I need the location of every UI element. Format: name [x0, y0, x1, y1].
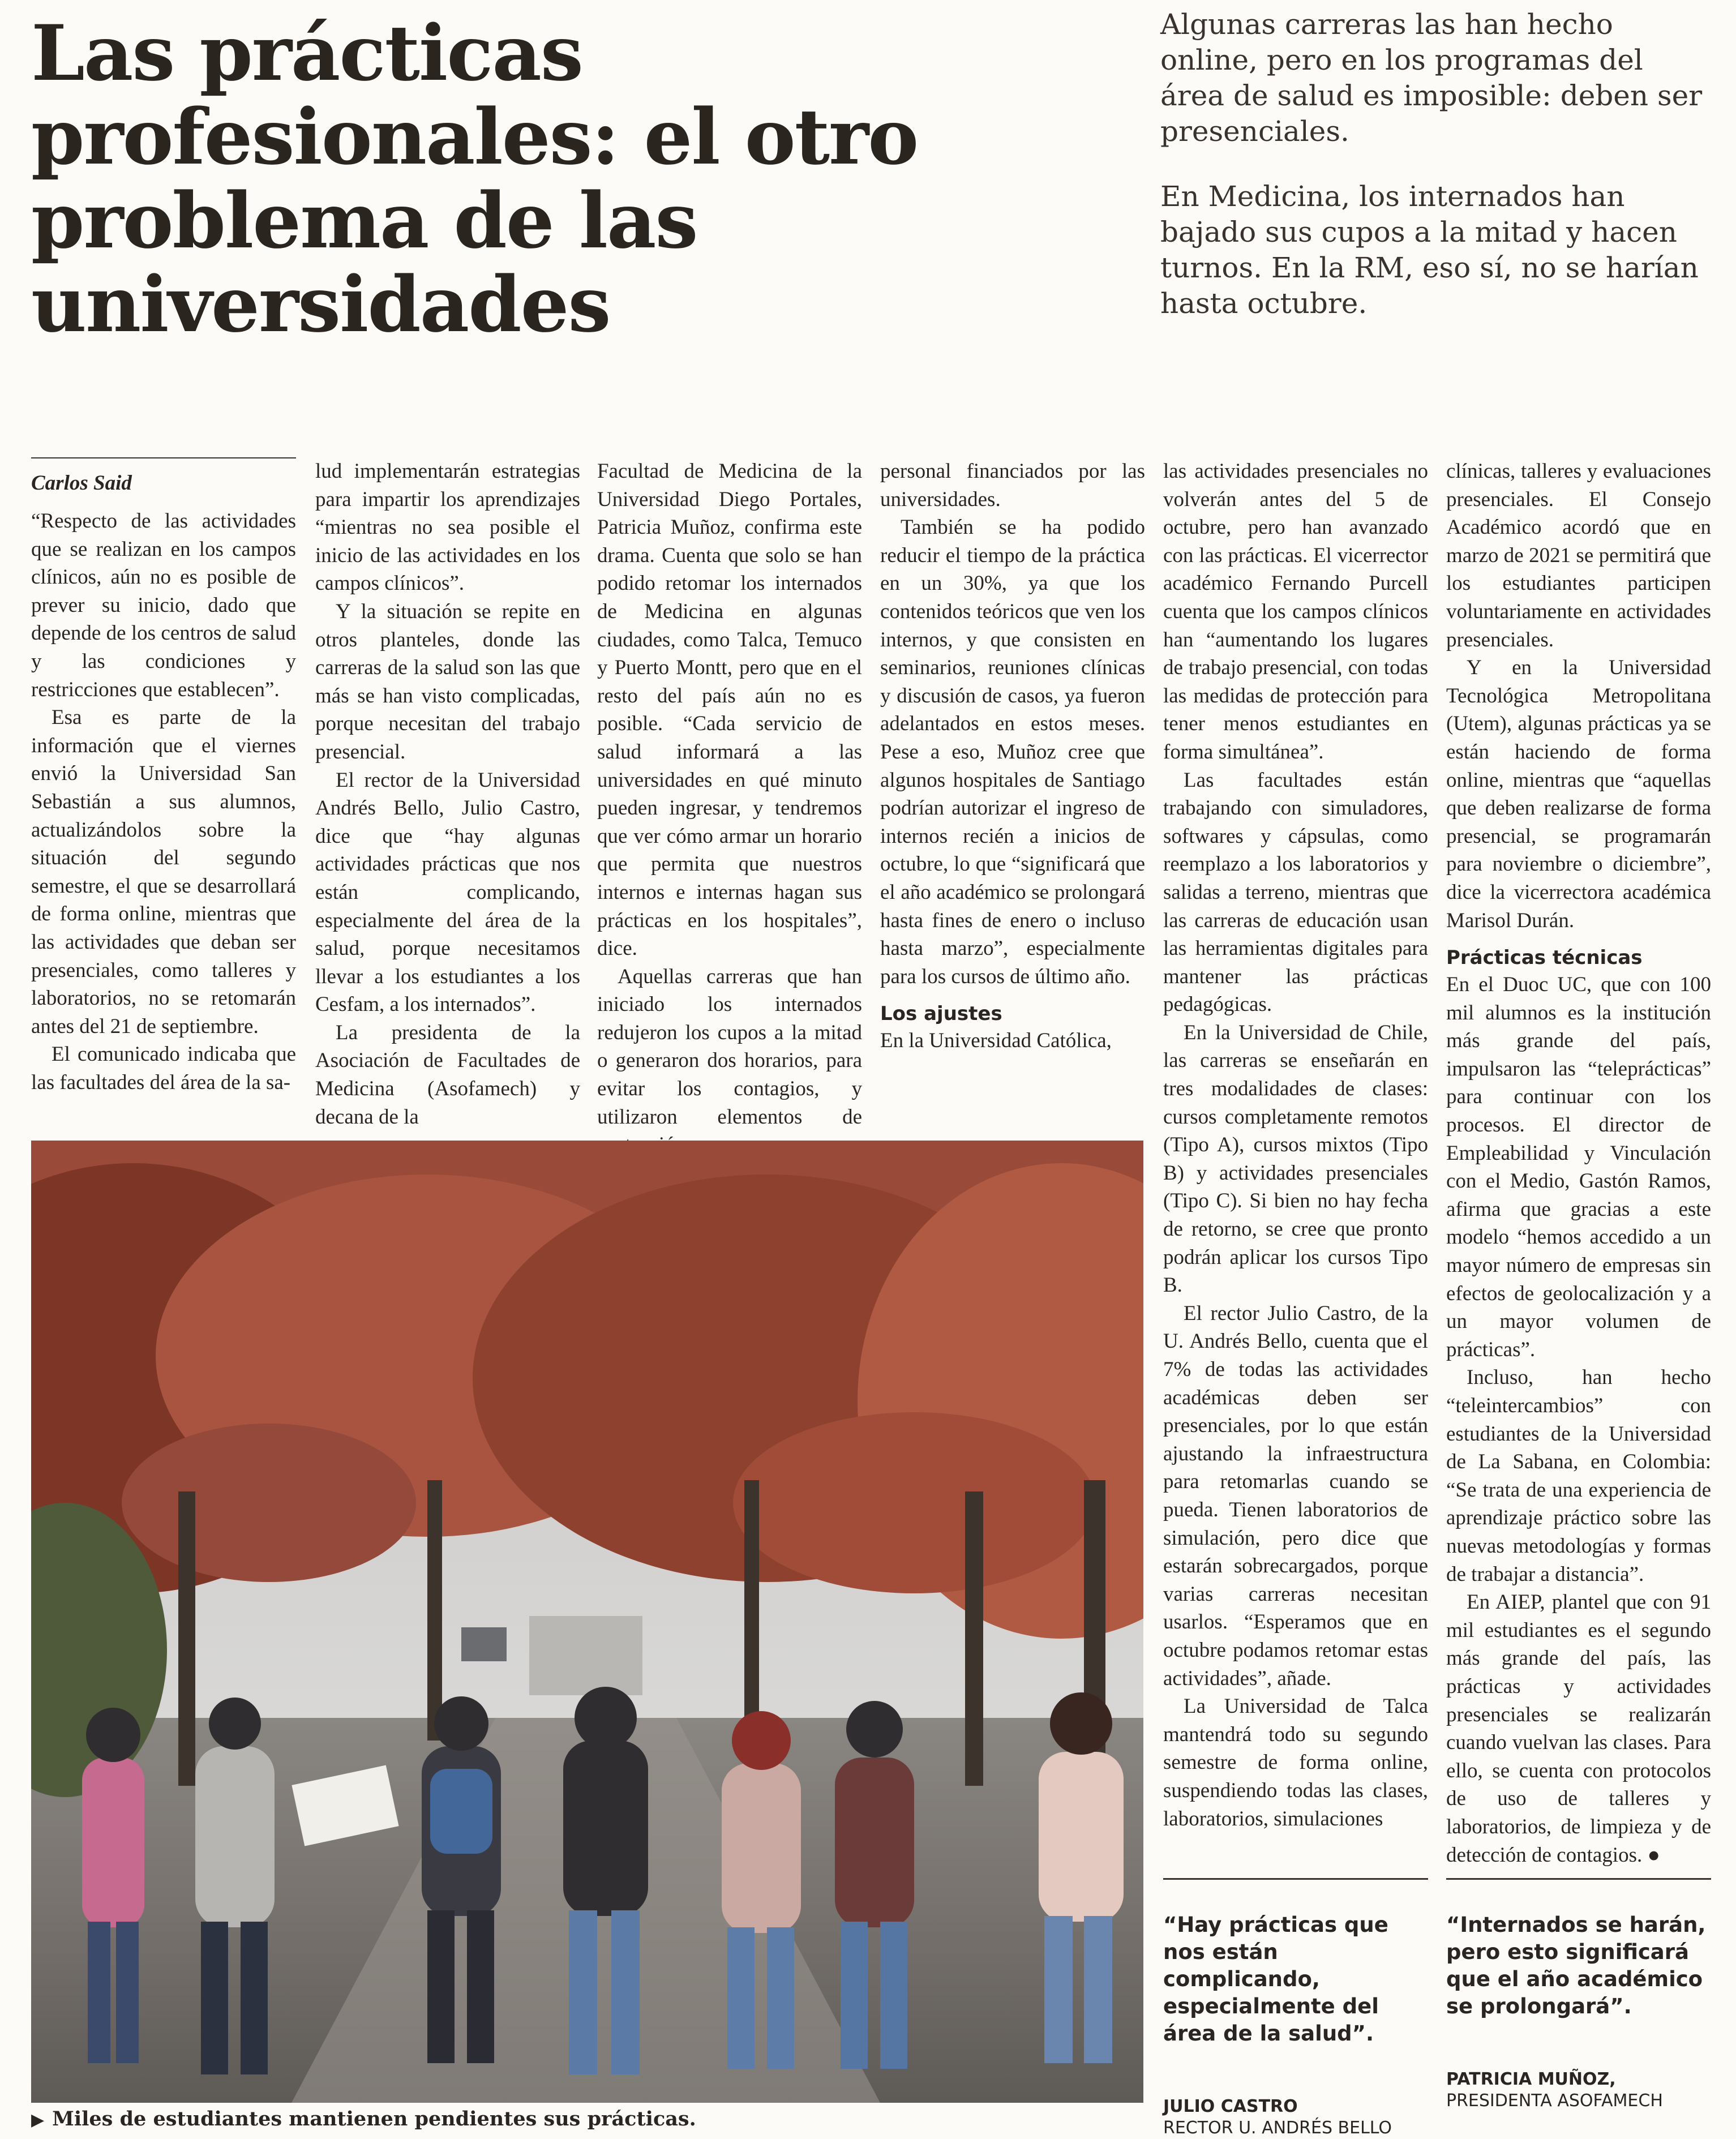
- paragraph: El rector de la Universidad Andrés Bello, Julio Castro, dice que “hay algunas actividades prácticas que nos están complicando, especialmente del área de la salud, porque necesitamos llevar a los estudiantes a los Cesfam, a los internados”.: [315, 768, 580, 1017]
- paragraph: Facultad de Medicina de la Universidad Diego Portales, Patricia Muñoz, confirma este drama. Cuenta que solo se han podido retomar los internados de Medicina en algunas ciudades, como Talca, Temuco y Puerto Montt, pero que en el resto del país aún no es posible. “Cada servicio de salud informará a las universidades en qué minuto pueden ingresar, y tendremos que ver cómo armar un horario que permita que nuestros internos e internas hagan sus prácticas en los hospitales”, dice.: [597, 460, 862, 961]
- paragraph: El rector Julio Castro, de la U. Andrés Bello, cuenta que el 7% de todas las actividades académicas deben ser presenciales, por lo que están ajustando la infraestructura para retomarlas cuando se pueda. Tienen laboratorios de simulación, pero dice que estarán sobrecargados, porque varias carreras necesitan usarlos. “Esperamos que en octubre podamos retomar estas actividades”, añade.: [1163, 1301, 1428, 1690]
- byline: Carlos Said: [31, 457, 296, 495]
- paragraph: Aquellas carreras que han iniciado los internados redujeron los cupos a la mitad o generaron dos horarios, para evitar los contagios, y utilizaron elementos de: [597, 965, 862, 1129]
- paragraph: La Universidad de Talca mantendrá todo su segundo semestre de forma online, suspendiendo todas las clases, laboratorios, simulaciones: [1163, 1695, 1428, 1831]
- quote-author-role: RECTOR U. ANDRÉS BELLO: [1163, 2118, 1392, 2138]
- quote-author: PATRICIA MUÑOZ,: [1446, 2069, 1616, 2089]
- article-column-3: [597, 457, 862, 1159]
- pull-quote-castro: [1163, 1878, 1428, 2139]
- deck-paragraph: En Medicina, los internados han bajado sus cupos a la mitad y hacen turnos. En la RM, eso sí, no se harían hasta octubre.: [1160, 180, 1699, 320]
- paragraph: personal financiados por las universidades.: [880, 460, 1145, 511]
- quote-author-role: PRESIDENTA ASOFAMECH: [1446, 2091, 1663, 2111]
- paragraph: las actividades presenciales no volverán antes del 5 de octubre, pero han avanzado con las prácticas. El vicerrector académico Fernando Purcell cuenta que los campos clínicos han “aumentando los lugares de trabajo presencial, con todas las medidas de protección para tener menos estudiantes en forma simultánea”.: [1163, 460, 1428, 764]
- deck-paragraph: Algunas carreras las han hecho online, pero en los programas del área de salud es imposible: deben ser presenciales.: [1160, 8, 1703, 148]
- article-column-4: [880, 457, 1145, 1055]
- paragraph: También se ha podido reducir el tiempo de la práctica en un 30%, ya que los contenidos teóricos que ven los internos, y que consisten en seminarios, reuniones clínicas y discusión de casos, ya fueron adelantados en estos meses. Pese a eso, Muñoz cree que algunos hospitales de Santiago podrían autorizar el ingreso de internos recién a inicios de octubre, lo que “significará que el año académico se prolongará hasta fines de enero o incluso hasta marzo”, especialmente para los cursos de último año.: [880, 516, 1145, 988]
- paragraph: En la Universidad de Chile, las carreras se enseñarán en tres modalidades de clases: cursos completamente remotos (Tipo A), cursos mixtos (Tipo B) y actividades presenciales (Tipo C). Si bien no hay fecha de retorno, se cree que pronto podrán aplicar los cursos Tipo B.: [1163, 1021, 1428, 1297]
- quote-text: “Hay prácticas que nos están complicando, especialmente del área de la salud”.: [1163, 1913, 1388, 2046]
- paragraph: Incluso, han hecho “teleintercambios” con estudiantes de la Universidad de La Sabana, en Colombia: “Se trata de una experiencia de aprendizaje práctico sobre las nuevas metodologías y formas de trabajar a distancia”.: [1446, 1366, 1711, 1586]
- paragraph: El comunicado indicaba que las facultades del área de la sa-: [31, 1043, 296, 1094]
- paragraph: En la Universidad Católica,: [880, 1029, 1112, 1053]
- paragraph: Esa es parte de la información que el viernes envió la Universidad San Sebastián a sus alumnos, actualizándolos sobre la situación del segundo semestre, el que se desarrollará de forma online, mientras que las actividades que deban ser presenciales, como talleres y laboratorios, no se retomarán antes del 21 de septiembre.: [31, 706, 296, 1038]
- quote-text: “Internados se harán, pero esto significará que el año académico se prolongará”.: [1446, 1913, 1706, 2018]
- paragraph: “Respecto de las actividades que se realizan en los campos clínicos, aún no es posible de prever su inicio, dado que depende de los centros de salud y las condiciones y restricciones que establecen”.: [31, 509, 296, 701]
- paragraph: En AIEP, plantel que con 91 mil estudiantes es el segundo más grande del país, las prácticas y actividades presenciales se realizarán cuando vuelvan las clases. Para ello, se cuenta con protocolos de uso de talleres y laboratorios, de limpieza y de detección de contagios. ●: [1446, 1591, 1711, 1867]
- paragraph: Las facultades están trabajando con simuladores, softwares y cápsulas, como reemplazo a los laboratorios y salidas a terreno, mientras que las carreras de educación usan las herramientas digitales para mantener las prácticas pedagógicas.: [1163, 768, 1428, 1017]
- subhead-practicas-tecnicas: Prácticas técnicas: [1446, 946, 1643, 970]
- caption-text: Miles de estudiantes mantienen pendientes sus prácticas.: [52, 2107, 696, 2131]
- students-photo: [31, 1141, 1143, 2103]
- article-column-1: [31, 457, 296, 1096]
- caption-arrow-icon: ▶: [31, 2110, 45, 2130]
- deck: [1160, 7, 1715, 351]
- photo-caption: [31, 2107, 1143, 2133]
- article-column-5: [1163, 457, 1428, 1833]
- article-column-6: [1446, 457, 1711, 1869]
- paragraph: clínicas, talleres y evaluaciones presenciales. El Consejo Académico acordó que en marzo de 2021 se permitirá que los estudiantes participen voluntariamente en actividades presenciales.: [1446, 460, 1711, 651]
- article-column-2: [315, 457, 580, 1131]
- pull-quote-munoz: [1446, 1878, 1711, 2112]
- paragraph: Y la situación se repite en otros planteles, donde las carreras de la salud son las que más se han visto complicadas, porque necesitan del trabajo presencial.: [315, 599, 580, 764]
- subhead-los-ajustes: Los ajustes: [880, 1002, 1002, 1026]
- quote-author: JULIO CASTRO: [1163, 2097, 1298, 2116]
- paragraph: La presidenta de la Asociación de Facultades de Medicina (Asofamech) y decana de la: [315, 1021, 580, 1129]
- paragraph: En el Duoc UC, que con 100 mil alumnos es la institución más grande del país, impulsaron las “teleprácticas” para continuar con los procesos. El director de Empleabilidad y Vinculación con el Medio, Gastón Ramos, afirma que gracias a este modelo “hemos accedido a un mayor número de empresas sin efectos de geolocalización y a un mayor volumen de prácticas”.: [1446, 973, 1711, 1361]
- paragraph: lud implementarán estrategias para impartir los aprendizajes “mientras no sea posible el inicio de las actividades en los campos clínicos”.: [315, 460, 580, 595]
- paragraph: Y en la Universidad Tecnológica Metropolitana (Utem), algunas prácticas ya se están haciendo de forma online, mientras que “aquellas que deben realizarse de forma presencial, se programarán para noviembre o diciembre”, dice la vicerrectora académica Marisol Durán.: [1446, 656, 1711, 932]
- headline: Las prácticas profesionales: el otro problema de las universidades: [31, 8, 918, 349]
